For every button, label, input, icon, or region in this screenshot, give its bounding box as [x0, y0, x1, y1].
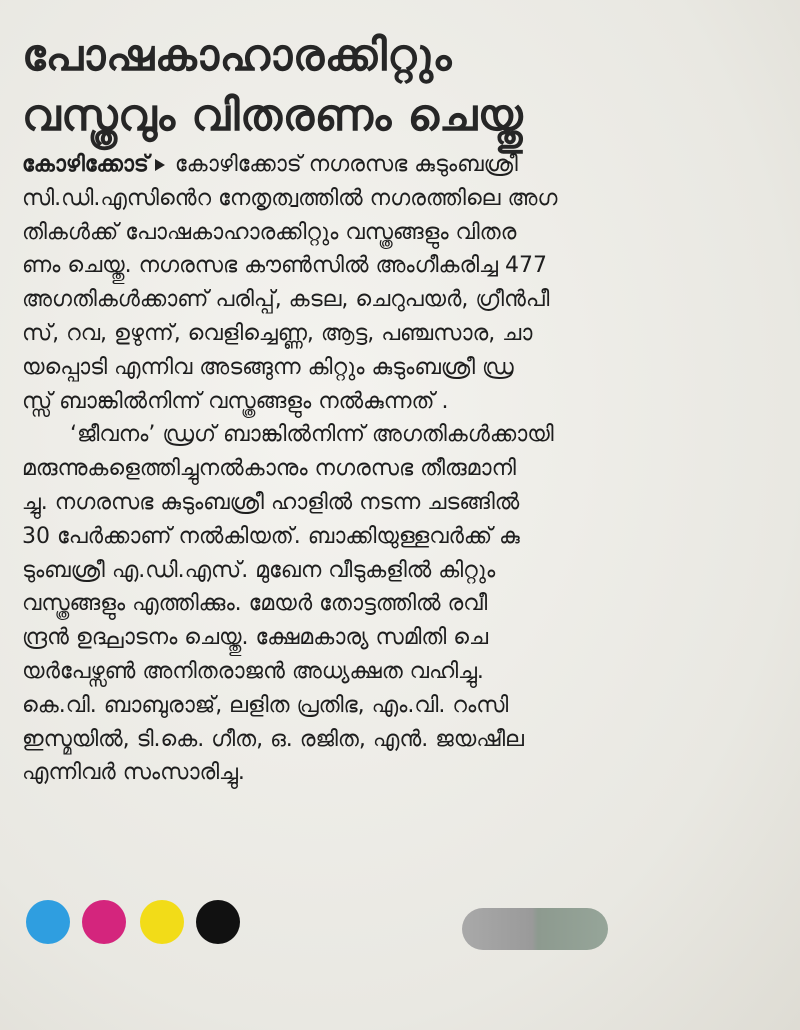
article-line: അഗതികൾക്കാണ് പരിപ്പ്, കടല, ചെറുപയർ, ഗ്രീൻപീ	[22, 287, 550, 313]
article-line: സി.ഡി.എസിൻെറ നേതൃത്വത്തിൽ നഗരത്തിലെ അഗ	[22, 185, 558, 211]
yellow-registration-dot	[140, 900, 184, 944]
article-line: തികൾക്ക് പോഷകാഹാരക്കിറ്റും വസ്ത്രങ്ങളും വിതര	[22, 219, 517, 245]
article-text: കോഴിക്കോട് നഗരസഭ കുടുംബശ്രീ	[174, 152, 518, 177]
article-line: വസ്ത്രങ്ങളും എത്തിക്കും. മേയർ തോട്ടത്തിൽ രവീ	[22, 591, 488, 617]
article-body	[22, 148, 758, 790]
article-line: ന്ദ്രൻ ഉദ്ഘാടനം ചെയ്തു. ക്ഷേമകാര്യ സമിതി ചെ	[22, 625, 489, 651]
article-line: ഇസ്മയിൽ, ടി.കെ. ഗീത, ഒ. രജിത, എൻ. ജയഷീല	[22, 726, 524, 752]
black-registration-dot	[196, 900, 240, 944]
article-line: സ്സ് ബാങ്കിൽനിന്ന് വസ്ത്രങ്ങളും നൽകുന്നത് .	[22, 388, 449, 414]
article-line: 30 പേർക്കാണ് നൽകിയത്. ബാക്കിയുള്ളവർക്ക് കു	[22, 523, 520, 549]
article-line: യർപേഴ്സൺ അനിതരാജൻ അധ്യക്ഷത വഹിച്ചു.	[22, 658, 484, 684]
print-registration-marks	[26, 898, 266, 954]
headline-line-2: വസ്ത്രവും വിതരണം ചെയ്തു	[22, 90, 524, 141]
headline-line-1: പോഷകാഹാരക്കിറ്റും	[22, 30, 452, 81]
cyan-registration-dot	[26, 900, 70, 944]
magenta-registration-dot	[82, 900, 126, 944]
dateline-arrow-icon	[155, 159, 165, 171]
headline	[22, 28, 762, 148]
article-line: ടുംബശ്രീ എ.ഡി.എസ്. മുഖേന വീടുകളിൽ കിറ്റും	[22, 557, 496, 583]
article-line: മരുന്നുകളെത്തിച്ചുനൽകാനും നഗരസഭ തീരുമാനി	[22, 456, 516, 482]
article-line: ‘ജീവനം’ ഡ്രഗ് ബാങ്കിൽനിന്ന് അഗതികൾക്കായി	[70, 422, 554, 448]
article-line: സ്, റവ, ഉഴുന്ന്, വെളിച്ചെണ്ണ, ആട്ട, പഞ്ചസാര, ചാ	[22, 320, 533, 346]
article-line: കെ.വി. ബാബുരാജ്, ലളിത പ്രതിഭ, എം.വി. റംസി	[22, 692, 509, 718]
article-line: ച്ചു. നഗരസഭ കുടുംബശ്രീ ഹാളിൽ നടന്ന ചടങ്ങിൽ	[22, 489, 520, 515]
gray-balance-bar	[462, 908, 608, 950]
article-line: എന്നിവർ സംസാരിച്ചു.	[22, 760, 245, 786]
dateline: കോഴിക്കോട്	[22, 152, 149, 177]
article-line	[22, 148, 758, 182]
article-line: യപ്പൊടി എന്നിവ അടങ്ങുന്ന കിറ്റും കുടുംബശ്രീ ഡ്ര	[22, 354, 514, 380]
article-line: ണം ചെയ്തു. നഗരസഭ കൗൺസിൽ അംഗീകരിച്ച 477	[22, 253, 547, 279]
